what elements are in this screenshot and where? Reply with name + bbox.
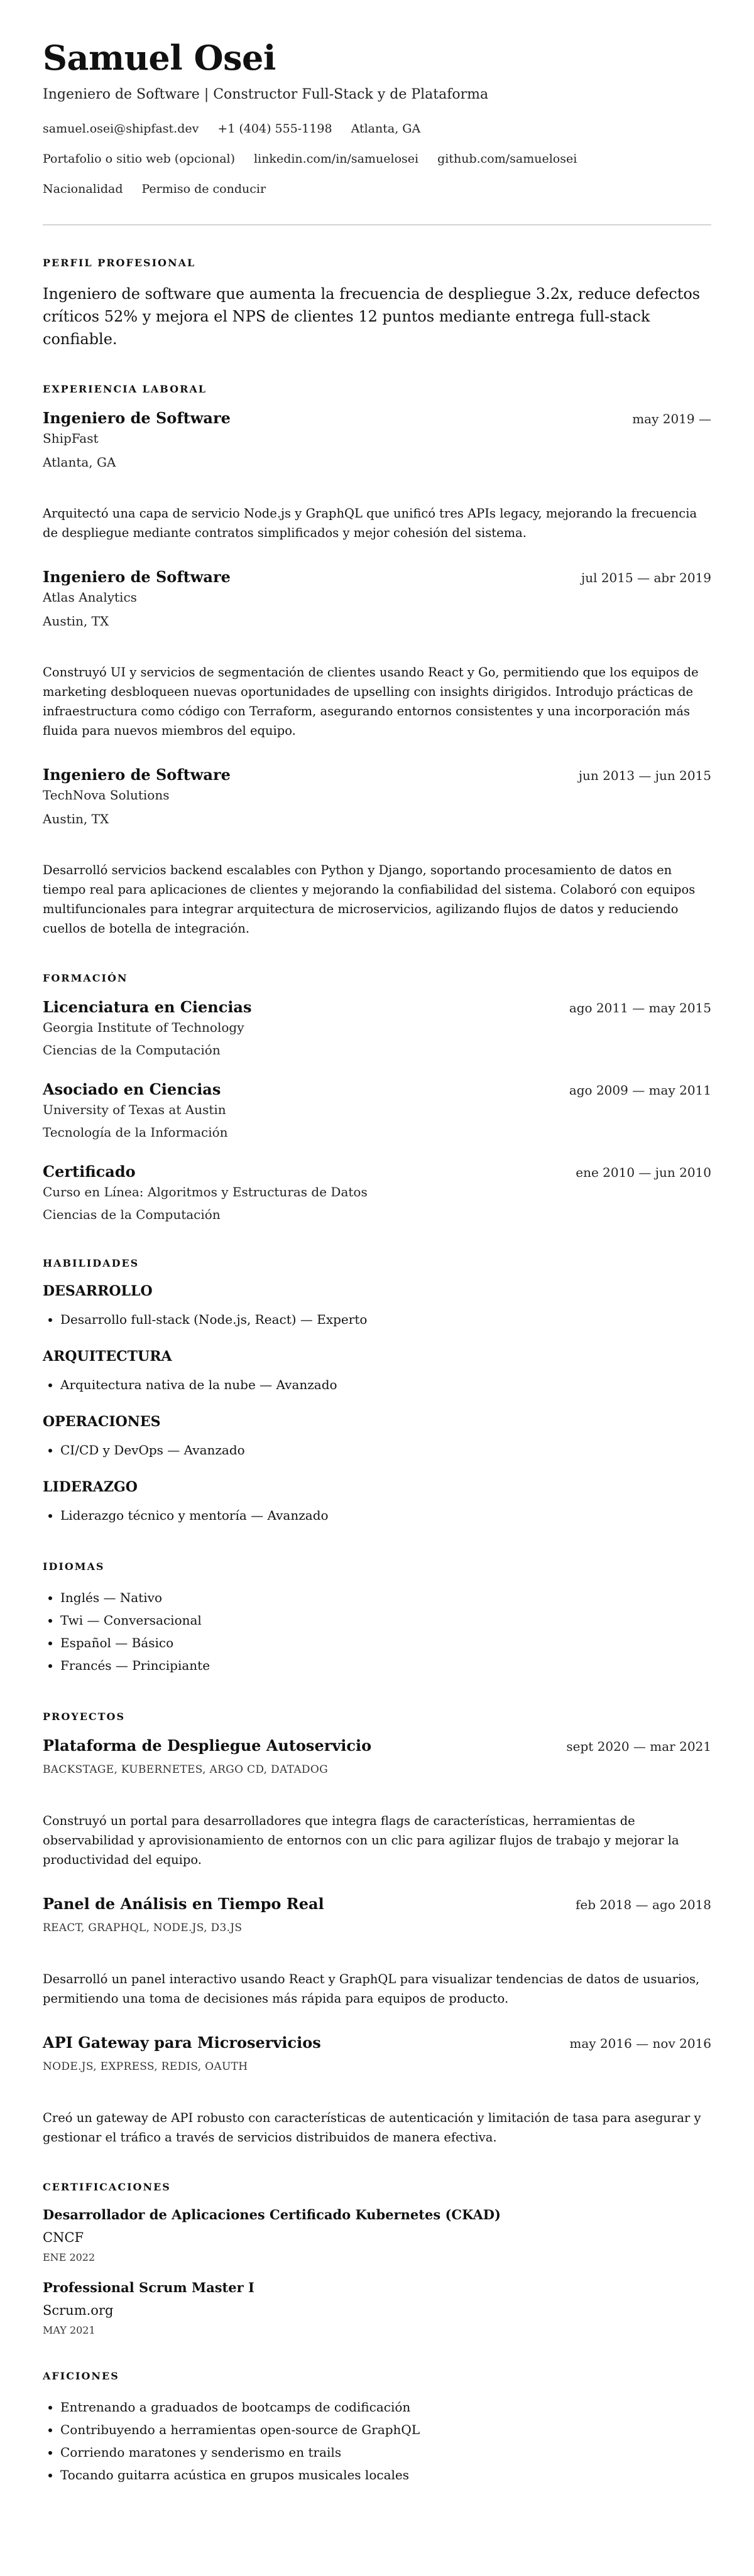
entry-header bbox=[43, 1162, 711, 1181]
candidate-name: Samuel Osei bbox=[43, 38, 276, 78]
field-of-study: Tecnología de la Información bbox=[43, 1125, 228, 1140]
company-name: TechNova Solutions bbox=[43, 787, 170, 803]
project-dates: may 2016 — nov 2016 bbox=[569, 2036, 711, 2051]
job-location: Austin, TX bbox=[43, 614, 109, 629]
degree: Certificado bbox=[43, 1162, 136, 1181]
project-title: Panel de Análisis en Tiempo Real bbox=[43, 1895, 324, 1913]
job-description: Construyó UI y servicios de segmentación de clientes usando React y Go, permitiendo que los equipos de marketing desbloqueen nuevas oportunidades de upselling con insights dirigidos. Introdujo prácticas de infraestructura como código con Terraform, asegurando entornos consistentes y una incorporación más fluida para nuevos miembros del equipo. bbox=[43, 665, 699, 738]
certification-entry bbox=[43, 2280, 711, 2336]
entry-header bbox=[43, 2033, 711, 2052]
job-dates: jun 2013 — jun 2015 bbox=[578, 768, 711, 783]
section-title: FORMACIÓN bbox=[43, 972, 128, 984]
skill-category: LIDERAZGO bbox=[43, 1479, 138, 1495]
education-entry bbox=[43, 998, 711, 1059]
entry-header bbox=[43, 1895, 711, 1913]
project-tech-stack: REACT, GRAPHQL, NODE.JS, D3.JS bbox=[43, 1922, 243, 1934]
company-name: ShipFast bbox=[43, 431, 99, 446]
degree: Licenciatura en Ciencias bbox=[43, 998, 252, 1016]
skill-category: DESARROLLO bbox=[43, 1283, 153, 1299]
entry-header bbox=[43, 998, 711, 1016]
headline: Ingeniero de Software | Constructor Full-Stack y de Plataforma bbox=[43, 87, 489, 102]
degree: Asociado en Ciencias bbox=[43, 1080, 221, 1098]
skill-item: • Desarrollo full-stack (Node.js, React) — Experto bbox=[60, 1308, 711, 1331]
skill-item: • CI/CD y DevOps — Avanzado bbox=[60, 1439, 711, 1461]
location: Atlanta, GA bbox=[351, 122, 421, 136]
hobby-item: • Entrenando a graduados de bootcamps de codificación bbox=[60, 2396, 711, 2418]
skill-list bbox=[43, 1504, 711, 1527]
section-title: EXPERIENCIA LABORAL bbox=[43, 383, 207, 395]
certification-issuer: Scrum.org bbox=[43, 2303, 114, 2318]
project-entry bbox=[43, 1736, 711, 1870]
hobby-item: • Corriendo maratones y senderismo en trails bbox=[60, 2441, 711, 2464]
project-entry bbox=[43, 1895, 711, 2008]
section-title: PROYECTOS bbox=[43, 1711, 126, 1723]
job-title: Ingeniero de Software bbox=[43, 409, 231, 427]
certification-date: ENE 2022 bbox=[43, 2251, 96, 2263]
education-entry bbox=[43, 1080, 711, 1141]
job-title: Ingeniero de Software bbox=[43, 766, 231, 784]
field-of-study: Ciencias de la Computación bbox=[43, 1042, 221, 1058]
email-link[interactable]: samuel.osei@shipfast.dev bbox=[43, 122, 199, 136]
company-name: Atlas Analytics bbox=[43, 590, 137, 605]
job-description: Desarrolló servicios backend escalables con Python y Django, soportando procesamiento de datos en tiempo real para aplicaciones de clientes y mejorando la confiabilidad del sistema. Colaboró con equipos multifuncionales para integrar arquitectura de microservicios, agilizando flujos de datos y reduciendo cuellos de botella de integración. bbox=[43, 863, 696, 936]
field-of-study: Ciencias de la Computación bbox=[43, 1207, 221, 1222]
experience-entry bbox=[43, 766, 711, 938]
section-title: HABILIDADES bbox=[43, 1257, 139, 1269]
entry-header bbox=[43, 409, 711, 427]
resume-header bbox=[43, 38, 711, 197]
experience-section bbox=[43, 383, 711, 938]
certification-date: MAY 2021 bbox=[43, 2324, 96, 2336]
summary-text: Ingeniero de software que aumenta la frecuencia de despliegue 3.2x, reduce defectos críticos 52% y mejora el NPS de clientes 12 puntos mediante entrega full-stack confiable. bbox=[43, 285, 701, 348]
skill-item: • Liderazgo técnico y mentoría — Avanzado bbox=[60, 1504, 711, 1527]
skill-item: • Arquitectura nativa de la nube — Avanzado bbox=[60, 1373, 711, 1396]
language-list bbox=[43, 1586, 711, 1677]
skill-list bbox=[43, 1373, 711, 1396]
certification-issuer: CNCF bbox=[43, 2230, 84, 2245]
section-title: PERFIL PROFESIONAL bbox=[43, 257, 196, 269]
school-name: Curso en Línea: Algoritmos y Estructuras de Datos bbox=[43, 1184, 368, 1199]
job-title: Ingeniero de Software bbox=[43, 568, 231, 586]
skill-category: ARQUITECTURA bbox=[43, 1348, 172, 1365]
job-dates: jul 2015 — abr 2019 bbox=[581, 570, 711, 585]
hobby-item: • Tocando guitarra acústica en grupos musicales locales bbox=[60, 2464, 711, 2486]
project-tech-stack: BACKSTAGE, KUBERNETES, ARGO CD, DATADOG bbox=[43, 1763, 328, 1776]
project-title: API Gateway para Microservicios bbox=[43, 2033, 321, 2052]
hobby-list bbox=[43, 2396, 711, 2486]
hobby-item: • Contribuyendo a herramientas open-source de GraphQL bbox=[60, 2418, 711, 2441]
experience-entry bbox=[43, 568, 711, 740]
entry-header bbox=[43, 1736, 711, 1755]
skills-section bbox=[43, 1257, 711, 1527]
entry-header bbox=[43, 766, 711, 784]
portfolio-link[interactable]: Portafolio o sitio web (opcional) bbox=[43, 152, 236, 166]
certifications-section bbox=[43, 2181, 711, 2336]
entry-header bbox=[43, 1080, 711, 1098]
section-title: AFICIONES bbox=[43, 2370, 119, 2382]
language-item: • Twi — Conversacional bbox=[60, 1609, 711, 1632]
language-item: • Español — Básico bbox=[60, 1632, 711, 1654]
linkedin-link[interactable]: linkedin.com/in/samuelosei bbox=[254, 152, 419, 166]
driving-license: Permiso de conducir bbox=[141, 182, 266, 196]
header-divider bbox=[43, 224, 711, 225]
education-dates: ago 2011 — may 2015 bbox=[569, 1000, 711, 1015]
job-location: Atlanta, GA bbox=[43, 455, 116, 470]
entry-header bbox=[43, 568, 711, 586]
project-description: Desarrolló un panel interactivo usando React y GraphQL para visualizar tendencias de datos de usuarios, permitiendo una toma de decisiones más rápida para equipos de producto. bbox=[43, 1972, 700, 2006]
project-dates: sept 2020 — mar 2021 bbox=[566, 1739, 711, 1754]
contact-row bbox=[43, 121, 711, 136]
project-title: Plataforma de Despliegue Autoservicio bbox=[43, 1736, 372, 1755]
extra-info-row bbox=[43, 181, 711, 197]
job-dates: may 2019 — bbox=[632, 411, 711, 426]
project-tech-stack: NODE.JS, EXPRESS, REDIS, OAUTH bbox=[43, 2060, 248, 2073]
section-title: CERTIFICACIONES bbox=[43, 2181, 171, 2193]
school-name: Georgia Institute of Technology bbox=[43, 1020, 244, 1035]
skill-list bbox=[43, 1439, 711, 1461]
language-item: • Francés — Principiante bbox=[60, 1654, 711, 1677]
skill-category: OPERACIONES bbox=[43, 1414, 161, 1430]
project-dates: feb 2018 — ago 2018 bbox=[575, 1897, 711, 1912]
job-description: Arquitectó una capa de servicio Node.js y GraphQL que unificó tres APIs legacy, mejorando la frecuencia de despliegue mediante contratos simplificados y mejor cohesión del sistema. bbox=[43, 506, 697, 540]
projects-section bbox=[43, 1711, 711, 2147]
hobbies-section bbox=[43, 2370, 711, 2486]
project-description: Creó un gateway de API robusto con características de autenticación y limitación de tasa para asegurar y gestionar el tráfico a través de servicios distribuidos de manera efectiva. bbox=[43, 2111, 701, 2145]
section-title: IDIOMAS bbox=[43, 1561, 105, 1572]
school-name: University of Texas at Austin bbox=[43, 1102, 226, 1117]
skill-list bbox=[43, 1308, 711, 1331]
education-dates: ene 2010 — jun 2010 bbox=[576, 1165, 711, 1180]
certification-entry bbox=[43, 2207, 711, 2263]
project-entry bbox=[43, 2033, 711, 2147]
nationality: Nacionalidad bbox=[43, 182, 123, 196]
job-location: Austin, TX bbox=[43, 811, 109, 826]
education-section bbox=[43, 972, 711, 1223]
phone: +1 (404) 555-1198 bbox=[217, 122, 332, 136]
languages-section bbox=[43, 1561, 711, 1677]
certification-name: Professional Scrum Master I bbox=[43, 2280, 254, 2295]
project-description: Construyó un portal para desarrolladores que integra flags de características, herramientas de observabilidad y aprovisionamiento de entornos con un clic para agilizar flujos de trabajo y mejorar la productividad del equipo. bbox=[43, 1814, 679, 1867]
education-entry bbox=[43, 1162, 711, 1223]
experience-entry bbox=[43, 409, 711, 543]
github-link[interactable]: github.com/samuelosei bbox=[437, 152, 577, 166]
certification-name: Desarrollador de Aplicaciones Certificado Kubernetes (CKAD) bbox=[43, 2207, 501, 2222]
summary-section bbox=[43, 257, 711, 350]
language-item: • Inglés — Nativo bbox=[60, 1586, 711, 1609]
links-row bbox=[43, 151, 711, 166]
education-dates: ago 2009 — may 2011 bbox=[569, 1083, 711, 1098]
